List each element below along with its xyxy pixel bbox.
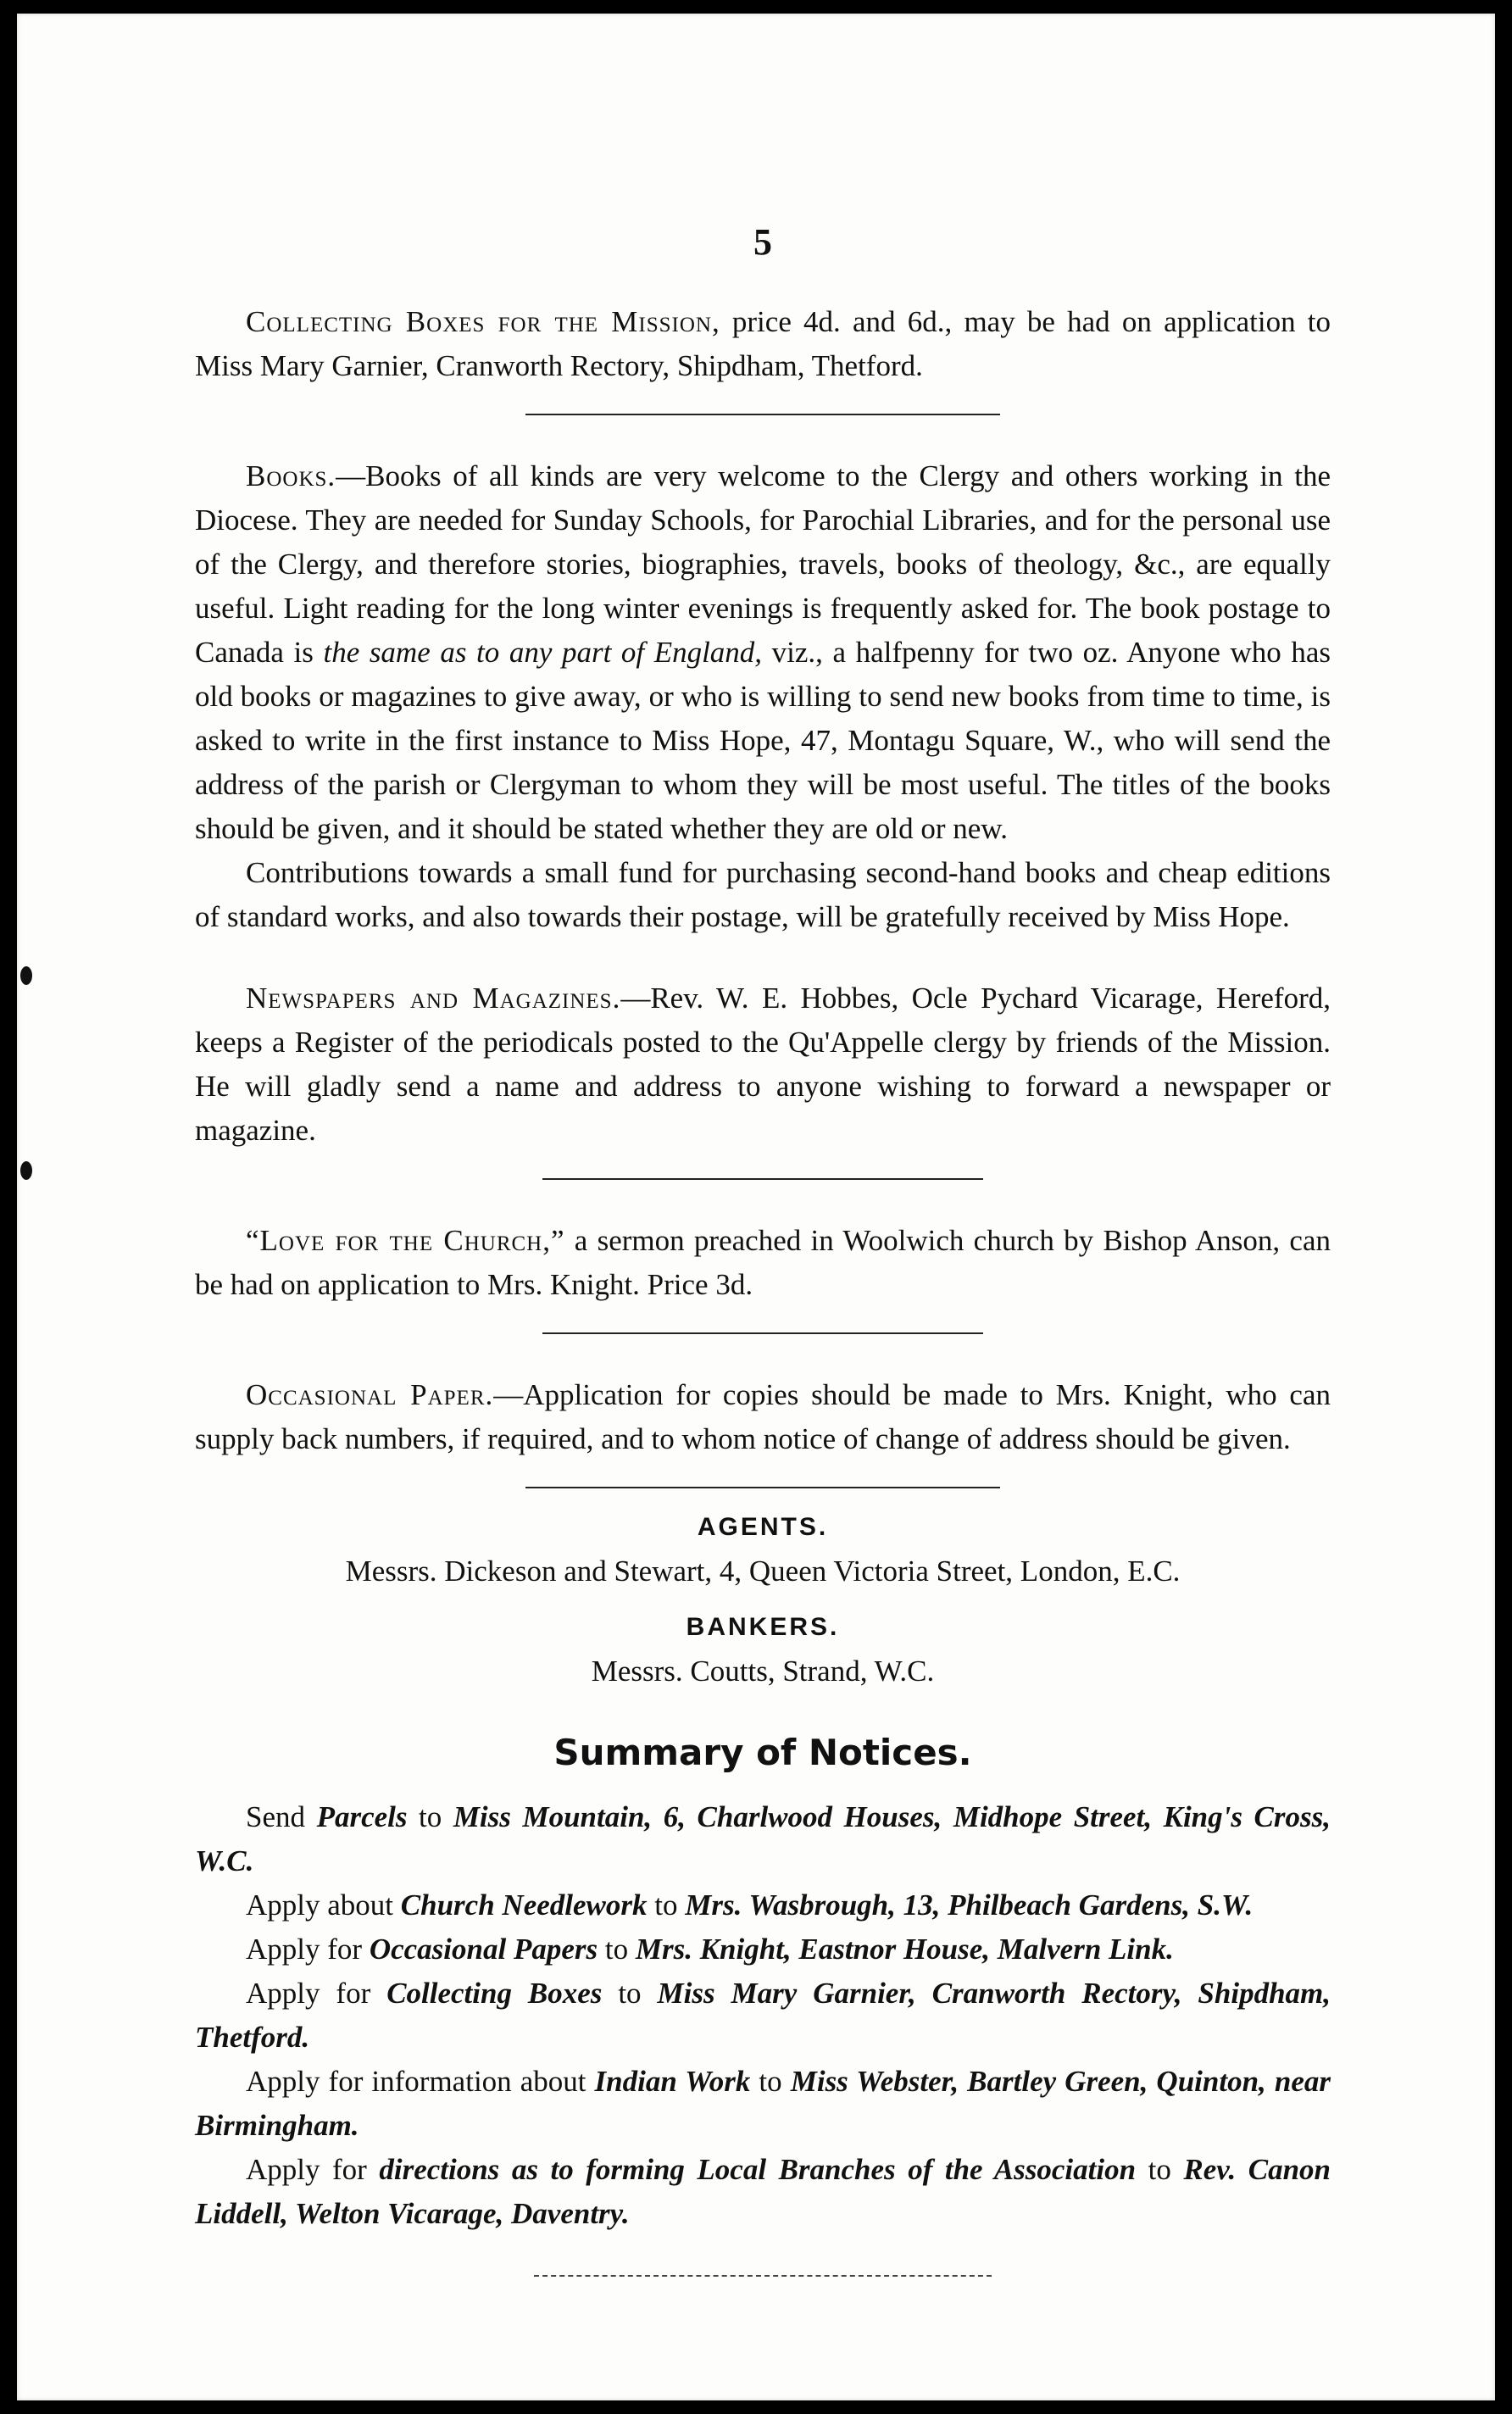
summary-notice-needlework xyxy=(195,1883,1331,1927)
books-heading: Books. xyxy=(246,459,336,492)
notice-address: Mrs. Knight, Eastnor House, Malvern Link. xyxy=(635,1933,1174,1966)
books-italic-text: the same as to any part of England, xyxy=(323,636,763,669)
page-content xyxy=(195,217,1331,2277)
notice-subject: Occasional Papers xyxy=(369,1933,598,1966)
divider xyxy=(525,414,1000,415)
summary-notice-local-branches xyxy=(195,2148,1331,2236)
notice-address: Mrs. Wasbrough, 13, Philbeach Gardens, S.W. xyxy=(685,1888,1254,1922)
books-contributions: Contributions towards a small fund for purchasing second-hand books and cheap editions of standard works, and also towards their postage, will be gratefully received by Miss Hope. xyxy=(195,856,1331,933)
page xyxy=(17,14,1495,2400)
notice-subject: Church Needlework xyxy=(400,1888,648,1922)
newspapers-text: —Rev. W. E. Hobbes, Ocle Pychard Vicarage, Hereford, keeps a Register of the periodicals posted to the Qu'Appelle clergy by friends of the Mission. He will gladly send a name and address to anyone wishing to forward a newspaper or magazine. xyxy=(195,982,1331,1147)
notice-text: to xyxy=(1136,2153,1184,2186)
occasional-paper-heading: Occasional Paper. xyxy=(246,1378,494,1411)
love-for-church-heading: “Love for the Church,” xyxy=(246,1224,565,1257)
notice-text: Apply for xyxy=(246,2153,380,2186)
summary-notice-occasional-papers xyxy=(195,1927,1331,1972)
books-text-2: viz., a halfpenny for two oz. Anyone who has old books or magazines to give away, or who is willing to send new books from time to time, is asked to write in the first instance to Miss Hope, 47, Montagu Square, W., who will send the address of the parish or Clergyman to whom they will be most useful. The titles of the books should be given, and it should be stated whether they are old or new. xyxy=(195,636,1331,845)
notice-text: Apply for xyxy=(246,1977,387,2010)
summary-notice-indian-work xyxy=(195,2060,1331,2148)
notice-subject: Parcels xyxy=(316,1800,408,1833)
newspapers-notice xyxy=(195,976,1331,1153)
notice-text: to xyxy=(602,1977,658,2010)
notice-text: to xyxy=(598,1933,636,1966)
notice-text: Apply for information about xyxy=(246,2065,595,2098)
notice-address: Miss Mary Garnier, Cranworth Rectory, Shipdham, Thetford. xyxy=(195,1977,1331,2054)
bankers-line: Messrs. Coutts, Strand, W.C. xyxy=(591,1655,935,1688)
summary-notice-parcels xyxy=(195,1795,1331,1883)
love-for-church-text: a sermon preached in Woolwich church by Bishop Anson, can be had on application to Mrs. Knight. Price 3d. xyxy=(195,1224,1331,1301)
agents-line: Messrs. Dickeson and Stewart, 4, Queen Victoria Street, London, E.C. xyxy=(345,1555,1181,1588)
notice-text: Apply about xyxy=(246,1888,401,1922)
books-notice xyxy=(195,454,1331,851)
divider xyxy=(542,1332,983,1334)
summary-title: Summary of Notices. xyxy=(553,1732,972,1773)
newspapers-heading: Newspapers and Magazines. xyxy=(246,982,621,1015)
books-text-1: —Books of all kinds are very welcome to the Clergy and others working in the Diocese. They are needed for Sunday Schools, for Parochial Libraries, and for the personal use of the Clergy, and therefore stories, biographies, travels, books of theology, &c., are equally useful. Light reading for the long winter evenings is frequently asked for. The book postage to Canada is xyxy=(195,459,1331,669)
notice-address: Rev. Canon Liddell, Welton Vicarage, Daventry. xyxy=(195,2153,1331,2230)
notice-subject: Indian Work xyxy=(594,2065,751,2098)
notice-subject: Collecting Boxes xyxy=(386,1977,603,2010)
notice-subject: directions as to forming Local Branches of the Association xyxy=(379,2153,1137,2186)
summary-notice-collecting-boxes xyxy=(195,1972,1331,2060)
notice-text: to xyxy=(647,1888,686,1922)
notice-text: to xyxy=(750,2065,791,2098)
occasional-paper-text: —Application for copies should be made to Mrs. Knight, who can supply back numbers, if required, and to whom notice of change of address should be given. xyxy=(195,1378,1331,1455)
margin-mark xyxy=(20,966,32,985)
notice-text: Apply for xyxy=(246,1933,370,1966)
collecting-boxes-heading: Collecting Boxes for the Mission, xyxy=(246,305,720,338)
notice-text: to xyxy=(407,1800,453,1833)
collecting-boxes-text: price 4d. and 6d., may be had on application to Miss Mary Garnier, Cranworth Rectory, Shipdham, Thetford. xyxy=(195,305,1331,382)
margin-mark xyxy=(20,1161,32,1180)
end-divider xyxy=(534,2275,992,2277)
notice-address: Miss Webster, Bartley Green, Quinton, near Birmingham. xyxy=(195,2065,1331,2142)
agents-heading: AGENTS. xyxy=(697,1513,829,1541)
spacer xyxy=(195,939,1331,976)
occasional-paper-notice xyxy=(195,1373,1331,1461)
love-for-church-notice xyxy=(195,1219,1331,1307)
collecting-boxes-notice xyxy=(195,300,1331,388)
bankers-heading: BANKERS. xyxy=(686,1613,840,1641)
notice-address: Miss Mountain, 6, Charlwood Houses, Midhope Street, King's Cross, W.C. xyxy=(195,1800,1331,1877)
page-number: 5 xyxy=(753,221,772,263)
divider xyxy=(525,1487,1000,1488)
divider xyxy=(542,1178,983,1180)
notice-text: Send xyxy=(246,1800,317,1833)
